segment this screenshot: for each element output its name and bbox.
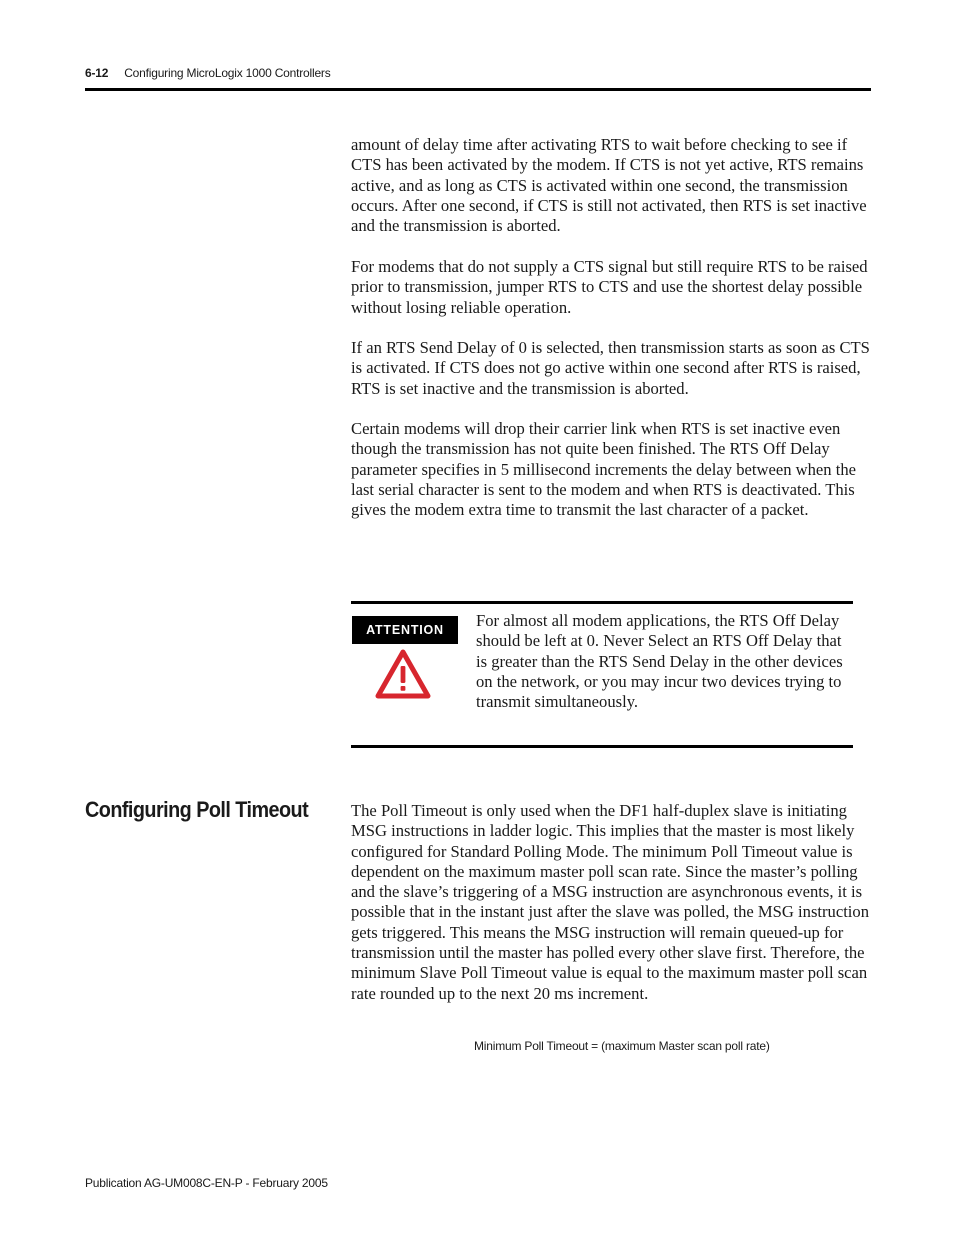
poll-timeout-paragraph xyxy=(351,801,871,1004)
warning-triangle-icon xyxy=(375,649,431,699)
attention-text: For almost all modem applications, the RTS Off Delay should be left at 0. Never Select an RTS Off Delay that is greater than the RTS Send Delay in the other devices on the network, or you may incur two devices trying to transmit simultaneously. xyxy=(476,611,843,712)
warning-exclamation-dot xyxy=(401,686,406,691)
paragraph-text: For modems that do not supply a CTS signal but still require RTS to be raised prior to transmission, jumper RTS to CTS and use the shortest delay possible without losing reliable operation. xyxy=(351,257,868,317)
section-heading: Configuring Poll Timeout xyxy=(85,797,309,822)
paragraph-text: amount of delay time after activating RTS to wait before checking to see if CTS has been activated by the modem. If CTS is not yet active, RTS remains active, and as long as CTS is activated within one second, the transmission occurs. After one second, if CTS is still not activated, then RTS is set inactive and the transmission is aborted. xyxy=(351,135,867,236)
page-header xyxy=(85,66,331,80)
attention-label: ATTENTION xyxy=(352,616,458,644)
attention-box xyxy=(351,601,853,748)
poll-timeout-formula: Minimum Poll Timeout = (maximum Master scan poll rate) xyxy=(474,1039,770,1053)
publication-footer: Publication AG-UM008C-EN-P - February 2005 xyxy=(85,1176,328,1190)
warning-exclamation-bar xyxy=(401,666,406,683)
header-rule xyxy=(85,88,871,91)
body-paragraph-3 xyxy=(351,338,871,399)
body-paragraph-4 xyxy=(351,419,871,520)
paragraph-text: Certain modems will drop their carrier link when RTS is set inactive even though the transmission has not quite been finished. The RTS Off Delay parameter specifies in 5 millisecond increments the delay between when the last serial character is sent to the modem and when RTS is deactivated. This gives the modem extra time to transmit the last character of a packet. xyxy=(351,419,856,520)
paragraph-text: If an RTS Send Delay of 0 is selected, then transmission starts as soon as CTS is activated. If CTS does not go active within one second after RTS is raised, RTS is set inactive and the transmission is aborted. xyxy=(351,338,870,398)
body-paragraph-2 xyxy=(351,257,871,318)
page-number: 6-12 xyxy=(85,66,109,80)
paragraph-text: The Poll Timeout is only used when the DF1 half-duplex slave is initiating MSG instructions in ladder logic. This implies that the master is most likely configured for Standard Polling Mode. The minimum Poll Timeout value is dependent on the maximum master poll scan rate. Since the master’s polling and the slave’s triggering of a MSG instruction are asynchronous events, it is possible that in the instant just after the slave was polled, the MSG instruction gets triggered. This means the MSG instruction will remain queued-up for transmission until the master has polled every other slave first. Therefore, the minimum Slave Poll Timeout value is equal to the maximum master poll scan rate rounded up to the next 20 ms increment. xyxy=(351,801,870,1003)
body-paragraph-1 xyxy=(351,135,871,236)
chapter-title: Configuring MicroLogix 1000 Controllers xyxy=(124,66,331,80)
